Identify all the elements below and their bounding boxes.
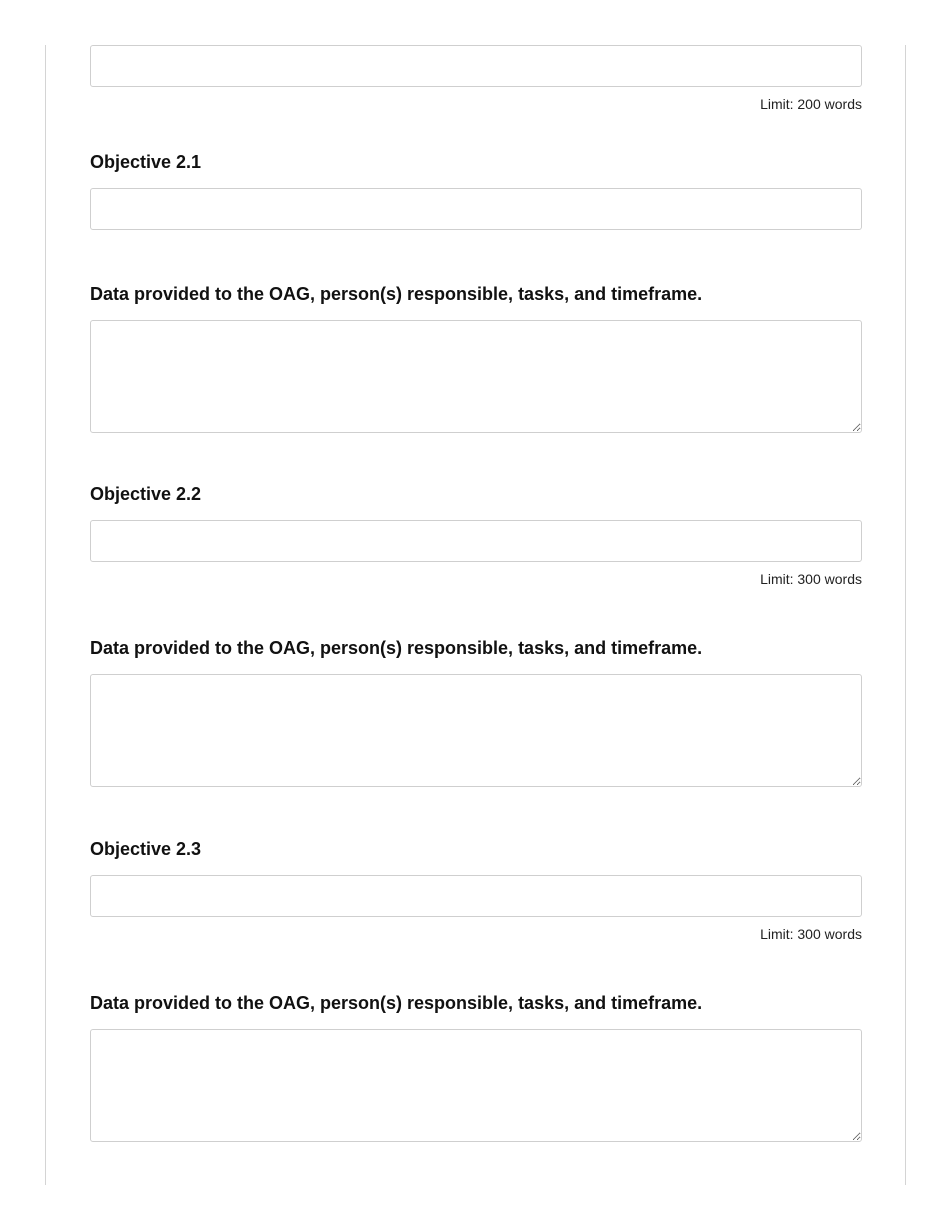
objective-2-3-input[interactable] xyxy=(90,875,862,917)
word-limit-note: Limit: 300 words xyxy=(760,571,862,587)
data-provided-label: Data provided to the OAG, person(s) responsible, tasks, and timeframe. xyxy=(90,284,703,304)
data-provided-textarea[interactable] xyxy=(90,674,862,787)
data-provided-textarea[interactable] xyxy=(90,320,862,433)
data-provided-label: Data provided to the OAG, person(s) responsible, tasks, and timeframe. xyxy=(90,638,703,658)
right-border-line xyxy=(905,45,906,1185)
left-border-line xyxy=(45,45,46,1185)
objective-input-top[interactable] xyxy=(90,45,862,87)
data-provided-textarea[interactable] xyxy=(90,1029,862,1142)
objective-2-3-label: Objective 2.3 xyxy=(90,839,202,859)
word-limit-note: Limit: 200 words xyxy=(760,96,862,112)
objective-2-1-label: Objective 2.1 xyxy=(90,152,202,172)
objective-2-2-label: Objective 2.2 xyxy=(90,484,202,504)
word-limit-note: Limit: 300 words xyxy=(760,926,862,942)
objective-2-2-input[interactable] xyxy=(90,520,862,562)
objective-2-1-input[interactable] xyxy=(90,188,862,230)
data-provided-label: Data provided to the OAG, person(s) responsible, tasks, and timeframe. xyxy=(90,993,703,1013)
